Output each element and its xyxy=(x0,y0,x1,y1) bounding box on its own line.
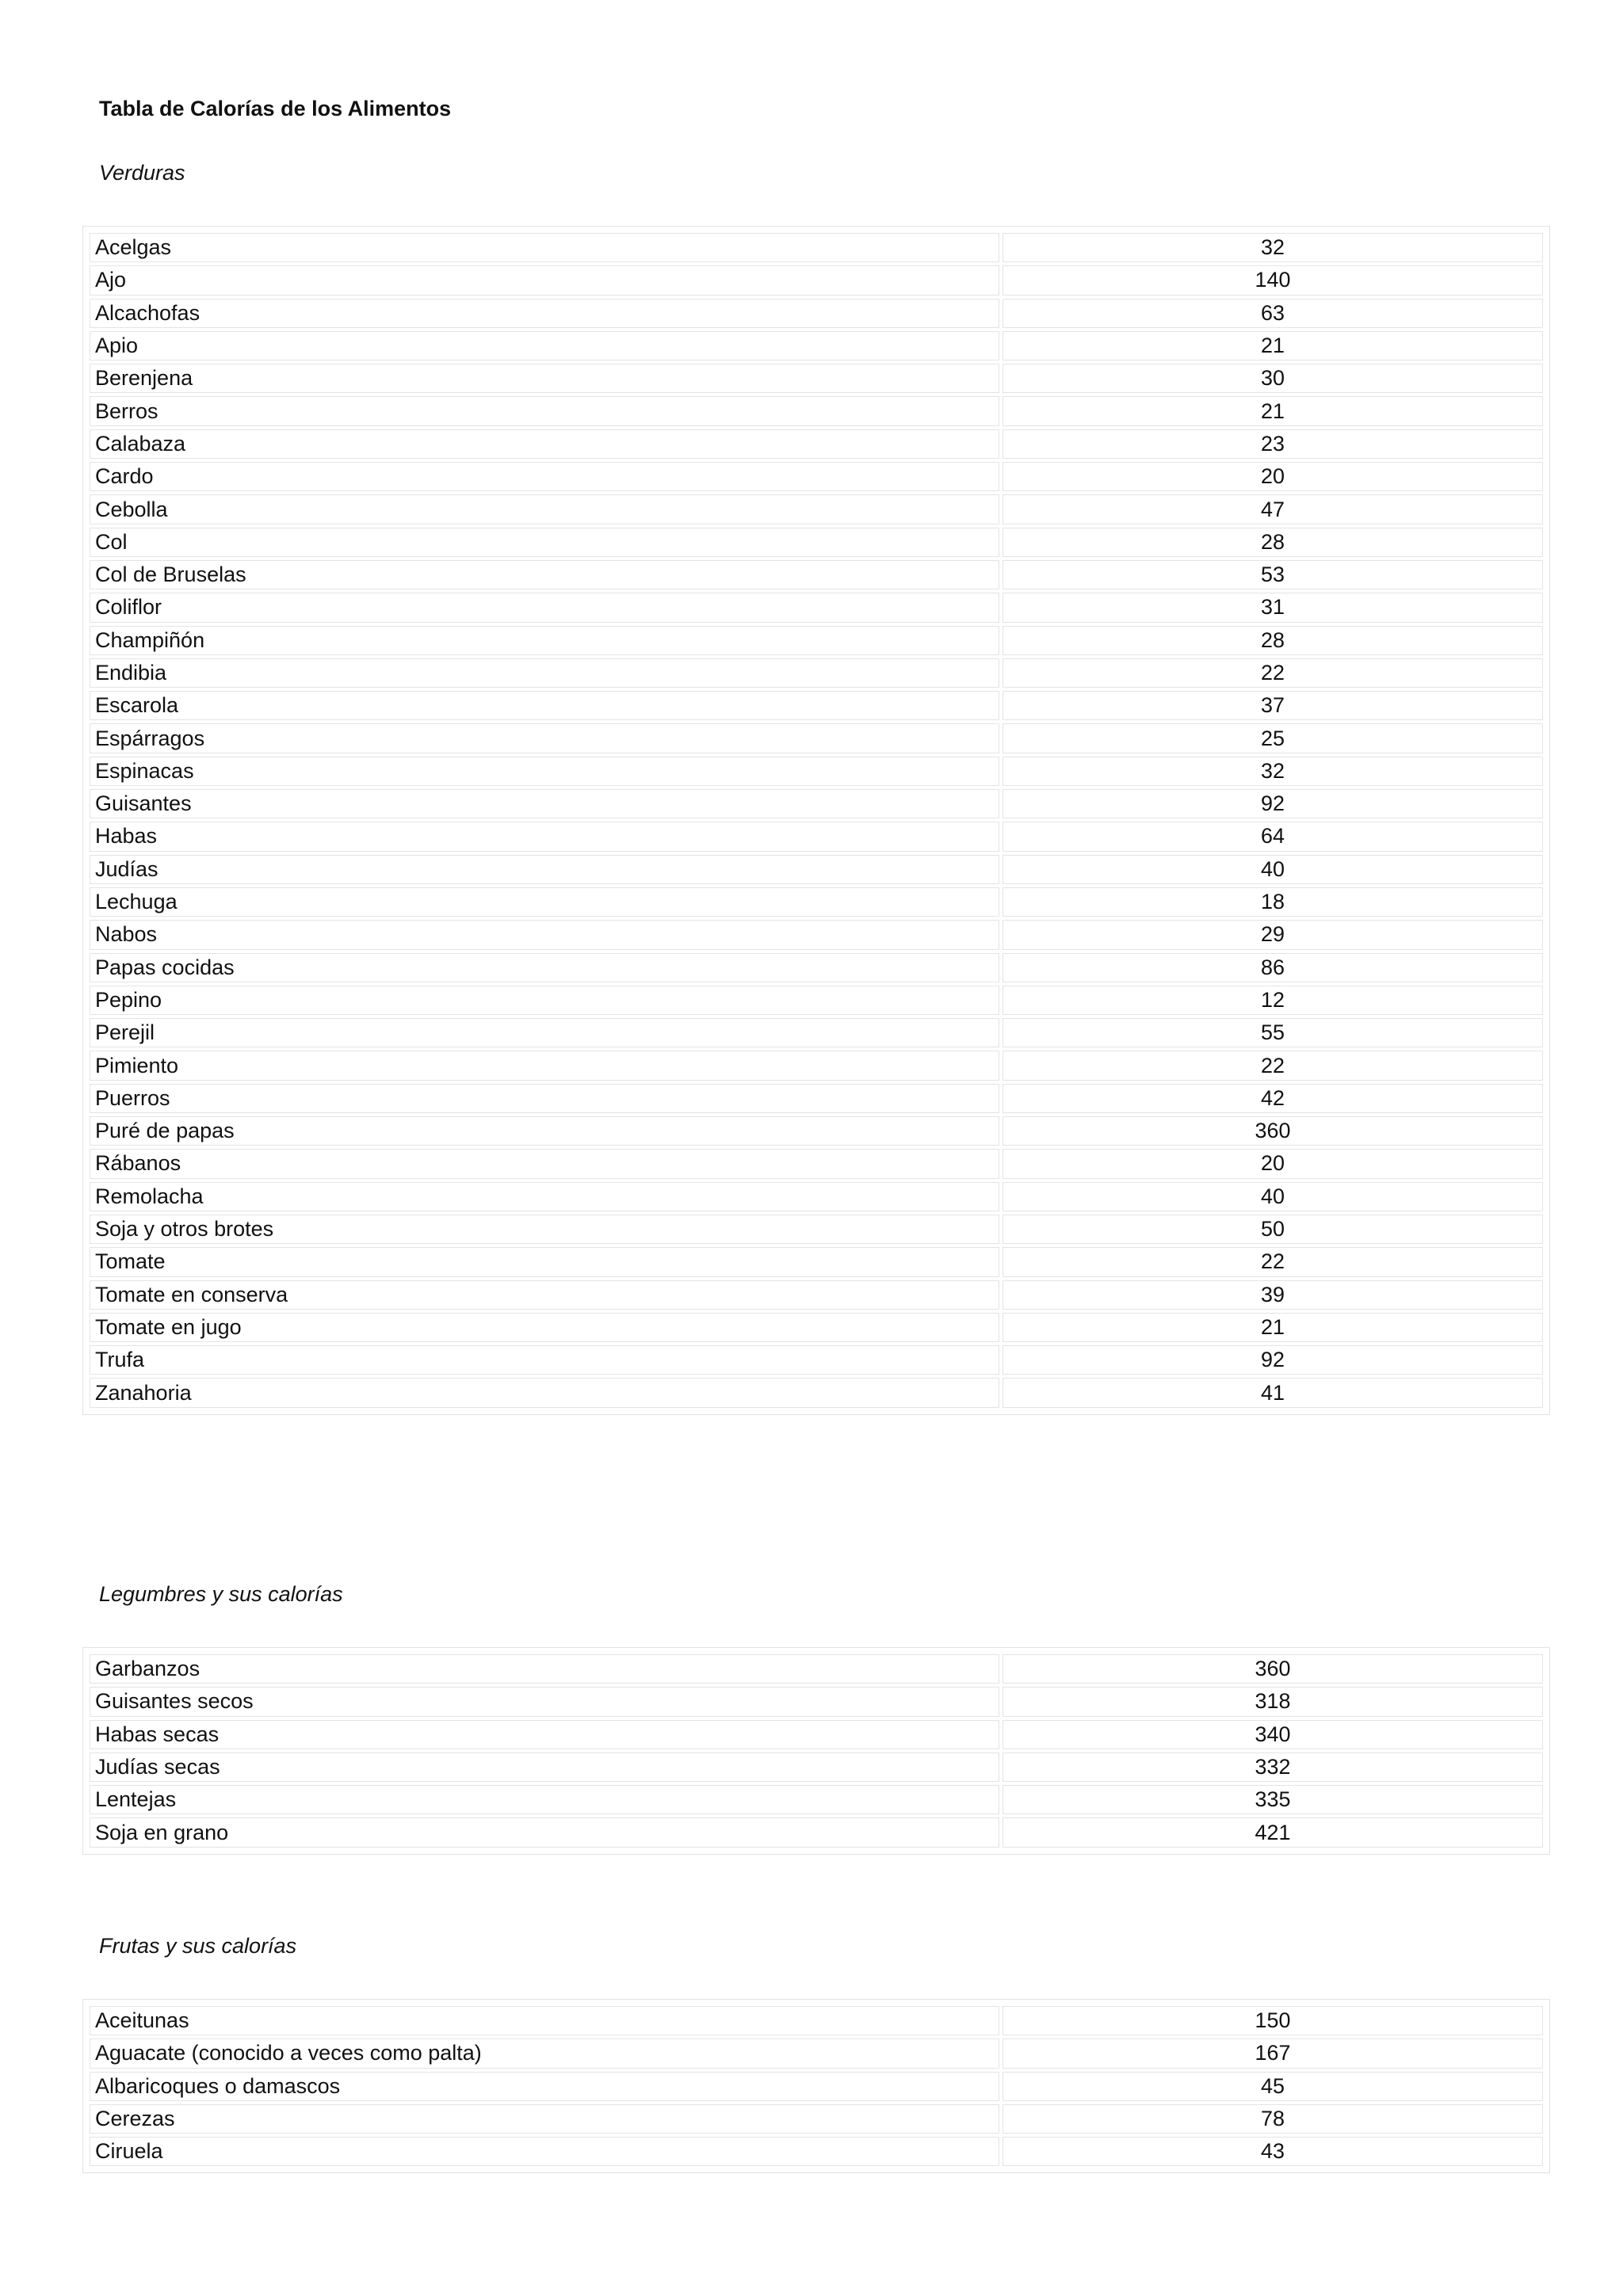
calorie-value-cell: 64 xyxy=(1002,822,1543,851)
calorie-value-cell: 92 xyxy=(1002,789,1543,818)
table-row xyxy=(90,1817,1543,1847)
table-row xyxy=(90,1753,1543,1782)
calorie-value-cell: 47 xyxy=(1002,494,1543,524)
calorie-value-cell: 22 xyxy=(1002,658,1543,688)
table-row xyxy=(90,299,1543,328)
table-row xyxy=(90,887,1543,917)
verduras-table xyxy=(82,226,1550,1415)
table-row xyxy=(90,723,1543,753)
calorie-value-cell: 140 xyxy=(1002,265,1543,295)
food-name-cell: Cerezas xyxy=(90,2104,999,2134)
calorie-value-cell: 37 xyxy=(1002,691,1543,720)
food-name-cell: Coliflor xyxy=(90,593,999,622)
table-row xyxy=(90,920,1543,949)
calorie-value-cell: 32 xyxy=(1002,757,1543,786)
calorie-value-cell: 22 xyxy=(1002,1247,1543,1276)
table-row xyxy=(90,1687,1543,1716)
legumbres-table xyxy=(82,1647,1550,1855)
food-name-cell: Aceitunas xyxy=(90,2006,999,2035)
table-row xyxy=(90,1051,1543,1080)
calorie-value-cell: 12 xyxy=(1002,986,1543,1015)
legumbres-table-body xyxy=(90,1654,1543,1848)
table-row xyxy=(90,593,1543,622)
calorie-value-cell: 32 xyxy=(1002,233,1543,262)
table-row xyxy=(90,429,1543,459)
calorie-value-cell: 43 xyxy=(1002,2137,1543,2166)
calorie-value-cell: 92 xyxy=(1002,1345,1543,1375)
calorie-value-cell: 23 xyxy=(1002,429,1543,459)
calorie-value-cell: 332 xyxy=(1002,1753,1543,1782)
food-name-cell: Rábanos xyxy=(90,1149,999,1178)
food-name-cell: Soja en grano xyxy=(90,1817,999,1847)
food-name-cell: Puerros xyxy=(90,1084,999,1113)
food-name-cell: Espinacas xyxy=(90,757,999,786)
calorie-value-cell: 25 xyxy=(1002,723,1543,753)
food-name-cell: Berenjena xyxy=(90,364,999,393)
food-name-cell: Espárragos xyxy=(90,723,999,753)
food-name-cell: Pimiento xyxy=(90,1051,999,1080)
food-name-cell: Zanahoria xyxy=(90,1378,999,1407)
food-name-cell: Judías secas xyxy=(90,1753,999,1782)
calorie-value-cell: 30 xyxy=(1002,364,1543,393)
frutas-table-body xyxy=(90,2006,1543,2166)
food-name-cell: Col de Bruselas xyxy=(90,560,999,589)
table-row xyxy=(90,1247,1543,1276)
calorie-value-cell: 335 xyxy=(1002,1785,1543,1814)
section-title-legumbres: Legumbres y sus calorías xyxy=(99,1582,343,1606)
table-row xyxy=(90,1345,1543,1375)
table-row xyxy=(90,757,1543,786)
table-row xyxy=(90,1084,1543,1113)
table-row xyxy=(90,986,1543,1015)
table-row xyxy=(90,1116,1543,1146)
calorie-value-cell: 31 xyxy=(1002,593,1543,622)
food-name-cell: Cebolla xyxy=(90,494,999,524)
calorie-value-cell: 421 xyxy=(1002,1817,1543,1847)
calorie-value-cell: 86 xyxy=(1002,953,1543,982)
table-row xyxy=(90,1280,1543,1310)
calorie-value-cell: 21 xyxy=(1002,331,1543,360)
table-row xyxy=(90,855,1543,884)
calorie-value-cell: 29 xyxy=(1002,920,1543,949)
food-name-cell: Escarola xyxy=(90,691,999,720)
food-name-cell: Trufa xyxy=(90,1345,999,1375)
food-name-cell: Aguacate (conocido a veces como palta) xyxy=(90,2039,999,2068)
table-row xyxy=(90,560,1543,589)
calorie-value-cell: 42 xyxy=(1002,1084,1543,1113)
food-name-cell: Cardo xyxy=(90,462,999,491)
food-name-cell: Acelgas xyxy=(90,233,999,262)
calorie-value-cell: 40 xyxy=(1002,855,1543,884)
section-title-verduras: Verduras xyxy=(99,161,185,185)
food-name-cell: Garbanzos xyxy=(90,1654,999,1684)
table-row xyxy=(90,364,1543,393)
calorie-value-cell: 21 xyxy=(1002,396,1543,425)
table-row xyxy=(90,2072,1543,2101)
table-row xyxy=(90,2104,1543,2134)
food-name-cell: Champiñón xyxy=(90,626,999,655)
calorie-value-cell: 53 xyxy=(1002,560,1543,589)
calorie-value-cell: 20 xyxy=(1002,1149,1543,1178)
calorie-value-cell: 22 xyxy=(1002,1051,1543,1080)
calorie-value-cell: 55 xyxy=(1002,1018,1543,1047)
food-name-cell: Pepino xyxy=(90,986,999,1015)
food-name-cell: Calabaza xyxy=(90,429,999,459)
food-name-cell: Lentejas xyxy=(90,1785,999,1814)
calorie-value-cell: 40 xyxy=(1002,1182,1543,1211)
table-row xyxy=(90,396,1543,425)
calorie-value-cell: 340 xyxy=(1002,1720,1543,1749)
food-name-cell: Soja y otros brotes xyxy=(90,1215,999,1244)
table-row xyxy=(90,528,1543,557)
table-row xyxy=(90,789,1543,818)
calorie-value-cell: 21 xyxy=(1002,1313,1543,1342)
table-row xyxy=(90,265,1543,295)
calorie-value-cell: 20 xyxy=(1002,462,1543,491)
food-name-cell: Habas secas xyxy=(90,1720,999,1749)
food-name-cell: Remolacha xyxy=(90,1182,999,1211)
food-name-cell: Puré de papas xyxy=(90,1116,999,1146)
food-name-cell: Judías xyxy=(90,855,999,884)
food-name-cell: Apio xyxy=(90,331,999,360)
food-name-cell: Albaricoques o damascos xyxy=(90,2072,999,2101)
calorie-value-cell: 78 xyxy=(1002,2104,1543,2134)
table-row xyxy=(90,1654,1543,1684)
table-row xyxy=(90,691,1543,720)
calorie-value-cell: 50 xyxy=(1002,1215,1543,1244)
food-name-cell: Berros xyxy=(90,396,999,425)
table-row xyxy=(90,1720,1543,1749)
calorie-value-cell: 41 xyxy=(1002,1378,1543,1407)
food-name-cell: Tomate xyxy=(90,1247,999,1276)
table-row xyxy=(90,1149,1543,1178)
table-row xyxy=(90,1018,1543,1047)
verduras-table-body xyxy=(90,233,1543,1408)
calorie-value-cell: 28 xyxy=(1002,626,1543,655)
table-row xyxy=(90,494,1543,524)
food-name-cell: Endibia xyxy=(90,658,999,688)
food-name-cell: Tomate en jugo xyxy=(90,1313,999,1342)
food-name-cell: Ajo xyxy=(90,265,999,295)
table-row xyxy=(90,233,1543,262)
calorie-value-cell: 45 xyxy=(1002,2072,1543,2101)
table-row xyxy=(90,822,1543,851)
table-row xyxy=(90,2006,1543,2035)
food-name-cell: Habas xyxy=(90,822,999,851)
calorie-value-cell: 18 xyxy=(1002,887,1543,917)
food-name-cell: Nabos xyxy=(90,920,999,949)
calorie-value-cell: 63 xyxy=(1002,299,1543,328)
food-name-cell: Alcachofas xyxy=(90,299,999,328)
table-row xyxy=(90,2039,1543,2068)
section-title-frutas: Frutas y sus calorías xyxy=(99,1934,297,1958)
table-row xyxy=(90,1182,1543,1211)
document-title: Tabla de Calorías de los Alimentos xyxy=(99,97,452,120)
calorie-value-cell: 167 xyxy=(1002,2039,1543,2068)
food-name-cell: Papas cocidas xyxy=(90,953,999,982)
calorie-value-cell: 28 xyxy=(1002,528,1543,557)
table-row xyxy=(90,1215,1543,1244)
table-row xyxy=(90,953,1543,982)
food-name-cell: Guisantes secos xyxy=(90,1687,999,1716)
table-row xyxy=(90,462,1543,491)
food-name-cell: Guisantes xyxy=(90,789,999,818)
calorie-value-cell: 360 xyxy=(1002,1654,1543,1684)
calorie-value-cell: 360 xyxy=(1002,1116,1543,1146)
calorie-value-cell: 150 xyxy=(1002,2006,1543,2035)
food-name-cell: Ciruela xyxy=(90,2137,999,2166)
food-name-cell: Tomate en conserva xyxy=(90,1280,999,1310)
table-row xyxy=(90,1785,1543,1814)
table-row xyxy=(90,2137,1543,2166)
table-row xyxy=(90,331,1543,360)
table-row xyxy=(90,1378,1543,1407)
food-name-cell: Lechuga xyxy=(90,887,999,917)
calorie-value-cell: 39 xyxy=(1002,1280,1543,1310)
table-row xyxy=(90,1313,1543,1342)
food-name-cell: Perejil xyxy=(90,1018,999,1047)
calorie-value-cell: 318 xyxy=(1002,1687,1543,1716)
table-row xyxy=(90,626,1543,655)
frutas-table xyxy=(82,1999,1550,2173)
food-name-cell: Col xyxy=(90,528,999,557)
table-row xyxy=(90,658,1543,688)
